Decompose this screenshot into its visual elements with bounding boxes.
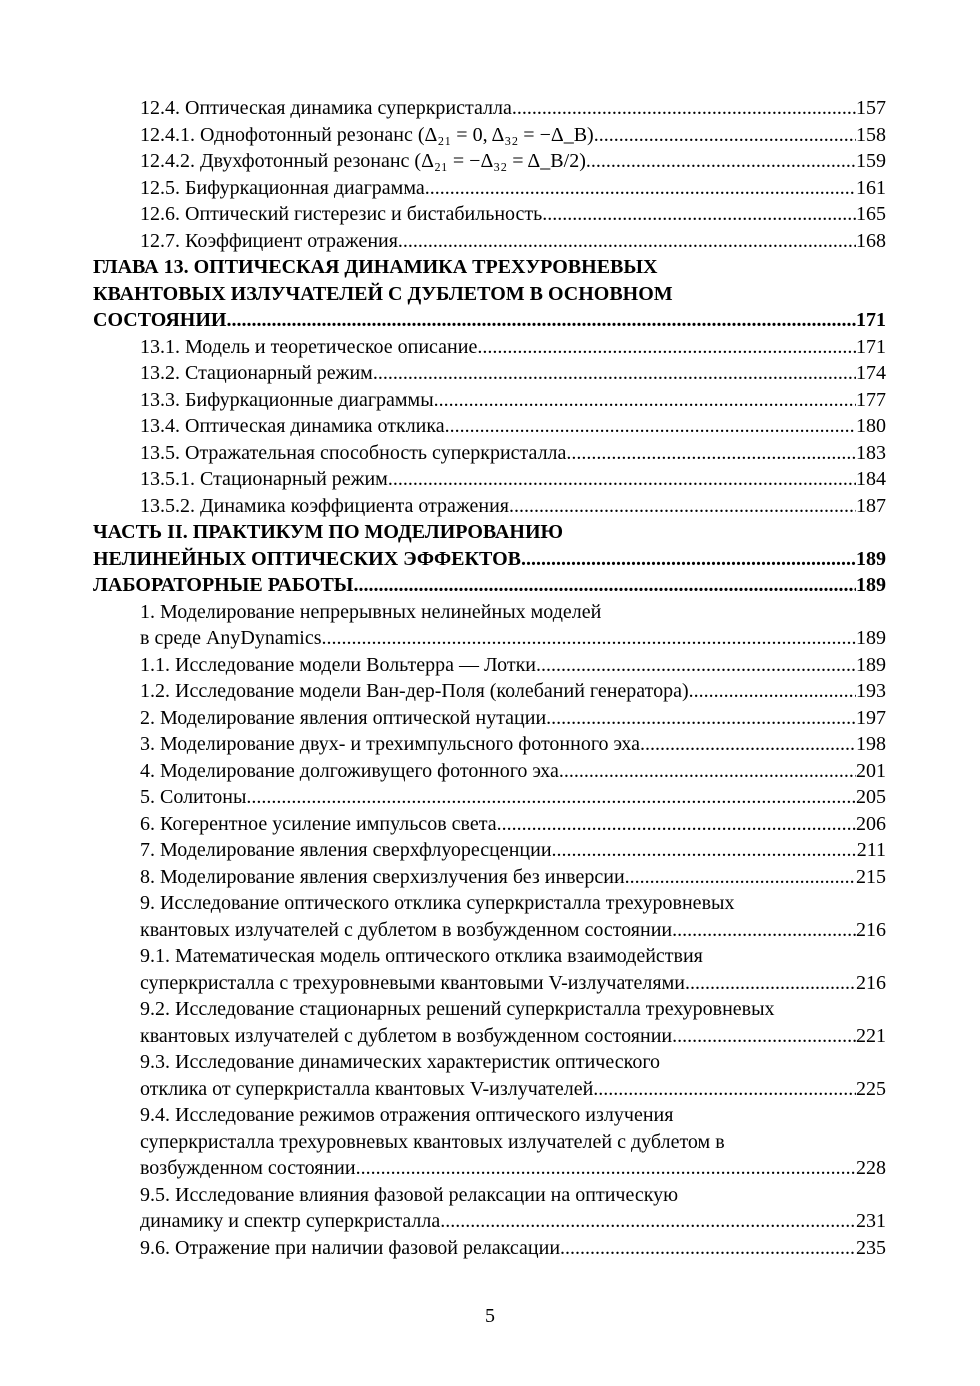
toc-entry xyxy=(93,731,886,758)
toc-entry xyxy=(93,254,886,281)
toc-entry-title: отклика от суперкристалла квантовых V-излучателей xyxy=(140,1077,594,1100)
toc-entry-title: 13.4. Оптическая динамика отклика xyxy=(140,415,445,437)
toc-entry xyxy=(93,572,886,599)
dot-leader xyxy=(689,678,856,705)
toc-entry-title: 9. Исследование оптического отклика суперкристалла трехуровневых xyxy=(140,892,735,914)
toc-entry-title: 3. Моделирование двух- и трехимпульсного фотонного эха xyxy=(140,733,640,755)
dot-leader xyxy=(356,1155,856,1182)
toc-entry-title: 7. Моделирование явления сверхфлуоресценции xyxy=(140,839,552,861)
toc-entry-title: суперкристалла трехуровневых квантовых излучателей с дублетом в xyxy=(140,1130,725,1153)
toc-entry xyxy=(93,943,886,970)
toc-entry-page: 161 xyxy=(856,176,886,199)
toc-entry-title: 13.2. Стационарный режим xyxy=(140,362,373,384)
toc-entry-title: динамику и спектр суперкристалла xyxy=(140,1210,441,1232)
toc-entry-title: возбужденном состоянии xyxy=(140,1157,356,1179)
dot-leader xyxy=(586,148,856,175)
toc-entry-title: в среде AnyDynamics xyxy=(140,627,322,649)
toc-entry-page: 180 xyxy=(856,415,886,437)
toc-entry-title: 1.2. Исследование модели Ван-дер-Поля (колебаний генератора) xyxy=(140,680,689,702)
toc-entry xyxy=(93,1049,886,1076)
toc-entry-page: 157 xyxy=(856,97,886,119)
toc-entry-title: 9.3. Исследование динамических характеристик оптического xyxy=(140,1051,661,1073)
toc-entry-title: 9.5. Исследование влияния фазовой релаксации на оптическую xyxy=(140,1183,679,1206)
toc-entry xyxy=(93,1023,886,1050)
toc-entry xyxy=(93,652,886,679)
toc-entry-page: 211 xyxy=(856,839,886,861)
toc-entry-title: ГЛАВА 13. ОПТИЧЕСКАЯ ДИНАМИКА ТРЕХУРОВНЕВЫХ xyxy=(93,256,658,278)
dot-leader xyxy=(594,122,856,149)
dot-leader xyxy=(425,175,856,202)
toc-entry-page: 197 xyxy=(856,706,886,729)
toc-entry-page: 159 xyxy=(856,150,886,172)
toc-entry-page: 168 xyxy=(856,229,886,252)
toc-entry xyxy=(93,440,886,467)
toc-entry xyxy=(93,1102,886,1129)
toc-entry-page: 201 xyxy=(856,759,886,782)
toc-entry-page: 189 xyxy=(856,653,886,676)
toc-entry-page: 183 xyxy=(856,441,886,464)
toc-entry xyxy=(93,1182,886,1209)
dot-leader xyxy=(398,228,856,255)
toc-entry-page: 193 xyxy=(856,680,886,702)
dot-leader xyxy=(445,413,856,440)
toc-entry xyxy=(93,387,886,414)
toc-entry-title: квантовых излучателей с дублетом в возбужденном состоянии xyxy=(140,1024,673,1047)
dot-leader xyxy=(560,1235,856,1262)
toc-entry-page: 231 xyxy=(856,1210,886,1232)
dot-leader xyxy=(640,731,856,758)
dot-leader xyxy=(546,705,856,732)
toc-entry xyxy=(93,519,886,546)
table-of-contents xyxy=(93,95,886,1261)
dot-leader xyxy=(497,811,856,838)
toc-entry xyxy=(93,95,886,122)
dot-leader xyxy=(434,387,856,414)
toc-entry xyxy=(93,466,886,493)
toc-entry-page: 158 xyxy=(856,123,886,146)
toc-entry xyxy=(93,758,886,785)
toc-entry xyxy=(93,148,886,175)
dot-leader xyxy=(246,784,856,811)
toc-entry xyxy=(93,1235,886,1262)
toc-entry xyxy=(93,811,886,838)
toc-entry xyxy=(93,307,886,334)
dot-leader xyxy=(672,1023,856,1050)
dot-leader xyxy=(552,837,857,864)
toc-entry-title: 12.6. Оптический гистерезис и бистабильность xyxy=(140,203,543,225)
toc-entry-page: 216 xyxy=(856,971,886,994)
toc-entry-page: 189 xyxy=(856,574,886,596)
dot-leader xyxy=(566,440,856,467)
toc-entry-title: 12.5. Бифуркационная диаграмма xyxy=(140,176,425,199)
toc-entry-title: 9.1. Математическая модель оптического отклика взаимодействия xyxy=(140,945,703,967)
toc-entry-title: КВАНТОВЫХ ИЗЛУЧАТЕЛЕЙ С ДУБЛЕТОМ В ОСНОВНОМ xyxy=(93,282,673,305)
dot-leader xyxy=(440,1208,856,1235)
toc-entry-page: 216 xyxy=(856,918,886,941)
toc-entry-title: 12.4. Оптическая динамика суперкристалла xyxy=(140,97,512,119)
toc-entry xyxy=(93,201,886,228)
toc-entry-title: 4. Моделирование долгоживущего фотонного эха xyxy=(140,759,559,782)
toc-entry-page: 198 xyxy=(856,733,886,755)
toc-entry-page: 205 xyxy=(856,786,886,808)
toc-entry-title: 13.5.1. Стационарный режим xyxy=(140,468,388,490)
toc-entry-title: НЕЛИНЕЙНЫХ ОПТИЧЕСКИХ ЭФФЕКТОВ xyxy=(93,547,521,570)
toc-entry-title: 12.4.1. Однофотонный резонанс (Δ₂₁ = 0, Δ₃₂ = −Δ_B) xyxy=(140,123,594,146)
toc-entry-title: 8. Моделирование явления сверхизлучения без инверсии xyxy=(140,865,625,888)
toc-entry xyxy=(93,493,886,520)
toc-entry xyxy=(93,784,886,811)
toc-entry-page: 174 xyxy=(856,362,886,384)
dot-leader xyxy=(226,307,856,334)
toc-entry-page: 189 xyxy=(856,627,886,649)
toc-entry-page: 171 xyxy=(856,309,886,331)
toc-entry-page: 235 xyxy=(856,1236,886,1259)
dot-leader xyxy=(322,625,856,652)
toc-entry-page: 215 xyxy=(856,865,886,888)
dot-leader xyxy=(593,1076,856,1103)
toc-entry xyxy=(93,122,886,149)
toc-entry xyxy=(93,334,886,361)
toc-entry xyxy=(93,917,886,944)
toc-entry-page: 221 xyxy=(856,1024,886,1047)
toc-entry-page: 189 xyxy=(856,547,886,570)
dot-leader xyxy=(559,758,856,785)
toc-entry-title: 12.7. Коэффициент отражения xyxy=(140,229,398,252)
dot-leader xyxy=(509,493,856,520)
toc-entry-title: 1. Моделирование непрерывных нелинейных моделей xyxy=(140,600,602,623)
toc-entry-page: 184 xyxy=(856,468,886,490)
toc-entry-page: 187 xyxy=(856,494,886,517)
toc-entry xyxy=(93,1129,886,1156)
toc-entry-title: ЛАБОРАТОРНЫЕ РАБОТЫ xyxy=(93,574,354,596)
toc-entry-title: 9.4. Исследование режимов отражения оптического излучения xyxy=(140,1104,674,1126)
toc-entry xyxy=(93,705,886,732)
toc-entry xyxy=(93,599,886,626)
toc-entry-title: 13.5.2. Динамика коэффициента отражения xyxy=(140,494,509,517)
dot-leader xyxy=(625,864,856,891)
toc-entry-page: 206 xyxy=(856,812,886,835)
toc-entry-title: 9.6. Отражение при наличии фазовой релаксации xyxy=(140,1236,561,1259)
toc-entry-title: 6. Когерентное усиление импульсов света xyxy=(140,812,497,835)
dot-leader xyxy=(672,917,856,944)
toc-entry-title: 9.2. Исследование стационарных решений суперкристалла трехуровневых xyxy=(140,998,775,1020)
toc-entry-title: 2. Моделирование явления оптической нутации xyxy=(140,706,547,729)
toc-entry-title: СОСТОЯНИИ xyxy=(93,309,227,331)
toc-entry xyxy=(93,413,886,440)
toc-entry xyxy=(93,281,886,308)
dot-leader xyxy=(521,546,856,573)
toc-entry xyxy=(93,837,886,864)
toc-entry xyxy=(93,625,886,652)
toc-entry-page: 177 xyxy=(856,388,886,411)
dot-leader xyxy=(536,652,856,679)
toc-entry-title: 13.3. Бифуркационные диаграммы xyxy=(140,388,434,411)
toc-entry xyxy=(93,678,886,705)
dot-leader xyxy=(477,334,856,361)
dot-leader xyxy=(542,201,856,228)
toc-entry-title: 13.5. Отражательная способность суперкристалла xyxy=(140,441,567,464)
toc-entry-title: 5. Солитоны xyxy=(140,786,247,808)
toc-entry xyxy=(93,360,886,387)
toc-entry-title: 13.1. Модель и теоретическое описание xyxy=(140,335,478,358)
toc-entry-title: квантовых излучателей с дублетом в возбужденном состоянии xyxy=(140,918,673,941)
toc-entry xyxy=(93,175,886,202)
toc-entry-page: 171 xyxy=(856,335,886,358)
toc-entry-page: 225 xyxy=(856,1077,886,1100)
page-number: 5 xyxy=(485,1305,495,1327)
dot-leader xyxy=(512,95,856,122)
toc-entry-page: 165 xyxy=(856,203,886,225)
toc-entry-title: суперкристалла с трехуровневыми квантовыми V-излучателями xyxy=(140,971,685,994)
toc-entry xyxy=(93,1155,886,1182)
dot-leader xyxy=(373,360,856,387)
toc-entry xyxy=(93,228,886,255)
toc-entry-page: 228 xyxy=(856,1157,886,1179)
dot-leader xyxy=(685,970,856,997)
toc-entry xyxy=(93,1076,886,1103)
toc-entry xyxy=(93,970,886,997)
toc-entry xyxy=(93,996,886,1023)
toc-entry xyxy=(93,546,886,573)
dot-leader xyxy=(353,572,856,599)
toc-entry xyxy=(93,864,886,891)
toc-entry xyxy=(93,1208,886,1235)
toc-entry-title: 12.4.2. Двухфотонный резонанс (Δ₂₁ = −Δ₃₂ = Δ_B/2) xyxy=(140,150,586,172)
toc-entry-title: ЧАСТЬ II. ПРАКТИКУМ ПО МОДЕЛИРОВАНИЮ xyxy=(93,521,564,543)
toc-entry xyxy=(93,890,886,917)
dot-leader xyxy=(388,466,856,493)
toc-entry-title: 1.1. Исследование модели Вольтерра — Лотки xyxy=(140,653,536,676)
